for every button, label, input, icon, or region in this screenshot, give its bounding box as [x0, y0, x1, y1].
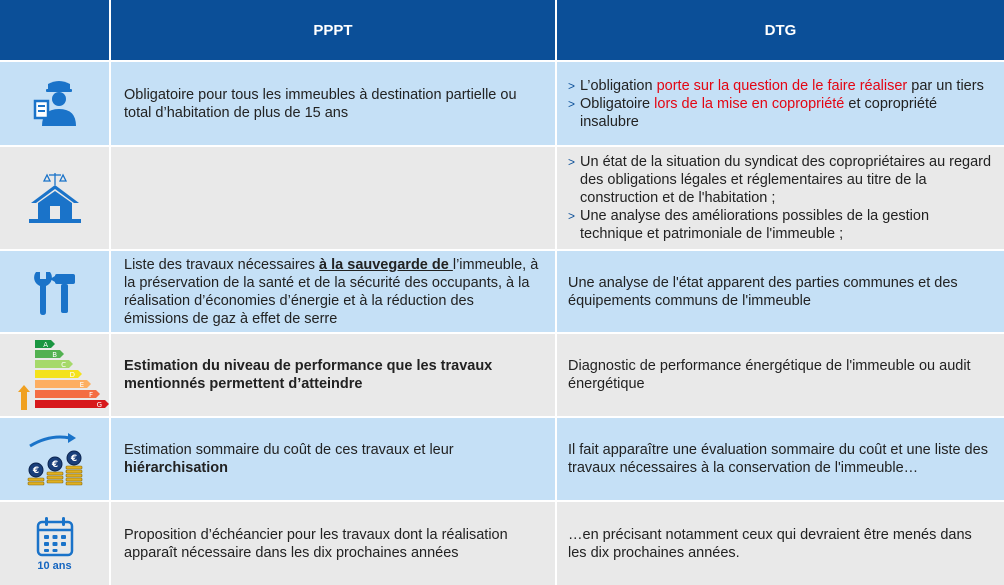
energy-letter-a: A: [42, 341, 48, 349]
row3-dtg: [557, 251, 1004, 332]
row1-pppt-text: Obligatoire pour tous les immeubles à destination partielle ou total d’habitation de plus de 15 ans: [124, 86, 517, 121]
header-pppt: PPPT: [111, 0, 555, 60]
row1-dtg-list: [568, 77, 994, 131]
row6-pppt-text: Proposition d’échéancier pour les travaux dont la réalisation apparaît nécessaire dans les dix prochaines années: [124, 526, 508, 561]
energy-letter-d: D: [69, 371, 75, 379]
energy-letter-c: C: [60, 361, 66, 369]
energy-label-icon: [9, 338, 101, 412]
header-dtg: DTG: [557, 0, 1004, 60]
row6-dtg-text: …en précisant notamment ceux qui devraient être menés dans les dix prochaines années.: [568, 526, 972, 561]
row6-dtg: [557, 502, 1004, 585]
row5-dtg: [557, 418, 1004, 500]
coins-growth-icon: [24, 430, 86, 488]
row6-pppt: [111, 502, 555, 585]
row5-pppt: [111, 418, 555, 500]
row2-icon-cell: [0, 147, 109, 249]
row4-pppt: [111, 334, 555, 416]
calendar-label: 10 ans: [37, 559, 72, 572]
row3-icon-cell: [0, 251, 109, 332]
header-empty: [0, 0, 109, 60]
row3-pppt-text: Liste des travaux nécessaires à la sauvegarde de l’immeuble, à la préservation de la santé et de la sécurité des occupants, à la réalisation d’économies d’énergie et à la réduction des émissions de gaz à effet de serre: [124, 256, 539, 327]
energy-bars: [35, 340, 109, 409]
inspector-icon: [26, 80, 84, 128]
row5-icon-cell: [0, 418, 109, 500]
calendar-icon: [35, 516, 75, 558]
energy-bar-c: [35, 360, 73, 368]
row2-pppt: [111, 147, 555, 249]
row5-dtg-text: Il fait apparaître une évaluation sommaire du coût et une liste des travaux nécessaires à la conservation de l'immeuble…: [568, 442, 988, 476]
row3-dtg-text: Une analyse de l'état apparent des parties communes et des équipements communs de l'immeuble: [568, 274, 958, 309]
svg-text:€: €: [70, 454, 77, 464]
row1-pppt: [111, 62, 555, 145]
row4-pppt-text: Estimation du niveau de performance que les travaux mentionnés permettent d’atteindre: [124, 358, 493, 392]
svg-text:€: €: [32, 466, 39, 476]
energy-bar-b: [35, 350, 64, 358]
house-justice-icon: [27, 171, 83, 225]
energy-letter-g: G: [96, 401, 102, 409]
energy-letter-b: B: [51, 351, 57, 359]
energy-letter-f: F: [88, 391, 93, 399]
row1-dtg: [557, 62, 1004, 145]
row5-pppt-text: Estimation sommaire du coût de ces travaux et leur hiérarchisation: [124, 442, 454, 476]
row2-dtg: [557, 147, 1004, 249]
row4-dtg: [557, 334, 1004, 416]
list-item: > Obligatoire lors de la mise en copropriété et copropriété insalubre: [568, 95, 994, 131]
row2-dtg-list: [568, 153, 994, 243]
row6-icon-cell: [0, 502, 109, 585]
row4-dtg-text: Diagnostic de performance énergétique de l'immeuble ou audit énergétique: [568, 358, 971, 392]
tools-icon: [31, 268, 79, 316]
row3-pppt: [111, 251, 555, 332]
svg-text:€: €: [51, 460, 58, 470]
row4-icon-cell: [0, 334, 109, 416]
row1-icon-cell: [0, 62, 109, 145]
list-item: > L’obligation porte sur la question de le faire réaliser par un tiers: [568, 77, 994, 95]
list-item: > Une analyse des améliorations possibles de la gestion technique et patrimoniale de l'immeuble ;: [568, 207, 994, 243]
energy-letter-e: E: [79, 381, 84, 389]
list-item: > Un état de la situation du syndicat des copropriétaires au regard des obligations légales et réglementaires au titre de la construction et de l'habitation ;: [568, 153, 994, 207]
